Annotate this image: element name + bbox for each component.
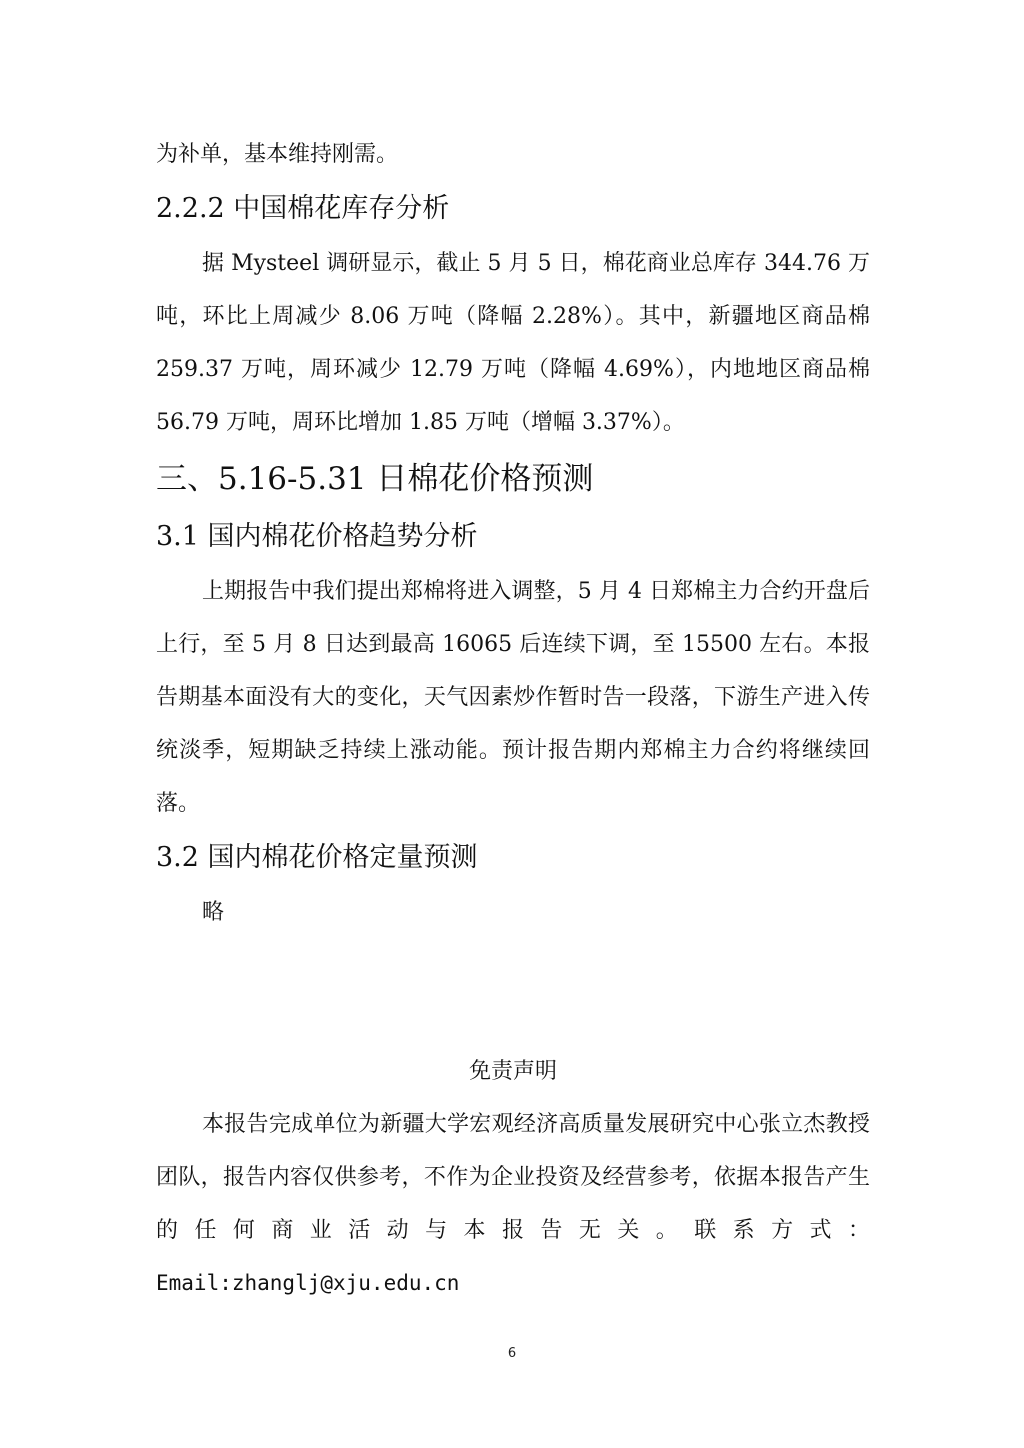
section-2-2-2-paragraph: 据 Mysteel 调研显示，截止 5 月 5 日，棉花商业总库存 344.76 万吨，环比上周减少 8.06 万吨（降幅 2.28%）。其中，新疆地区商品棉 259.37 万吨，周环减少 12.79 万吨（降幅 4.69%），内地地区商品棉 56.79 万吨，周环比增加 1.85 万吨（增幅 3.37%）。 xyxy=(156,251,870,435)
section-3-2-heading: 3.2 国内棉花价格定量预测 xyxy=(156,842,478,873)
continuation-text: 为补单，基本维持刚需。 xyxy=(156,142,399,167)
page-number: 6 xyxy=(507,1346,517,1361)
page-content xyxy=(156,128,870,1310)
section-3-2-paragraph: 略 xyxy=(202,900,225,925)
section-3-heading: 三、5.16-5.31 日棉花价格预测 xyxy=(156,461,594,497)
disclaimer-paragraph: 本报告完成单位为新疆大学宏观经济高质量发展研究中心张立杰教授团队，报告内容仅供参考，不作为企业投资及经营参考，依据本报告产生的任何商业活动与本报告无关。联系方式： xyxy=(156,1112,870,1243)
section-3-1-paragraph: 上期报告中我们提出郑棉将进入调整，5 月 4 日郑棉主力合约开盘后上行，至 5 月 8 日达到最高 16065 后连续下调，至 15500 左右。本报告期基本面没有大的变化，天气因素炒作暂时告一段落，下游生产进入传统淡季，短期缺乏持续上涨动能。预计报告期内郑棉主力合约将继续回落。 xyxy=(156,579,870,816)
disclaimer-title: 免责声明 xyxy=(468,1059,557,1084)
section-2-2-2-heading: 2.2.2 中国棉花库存分析 xyxy=(156,193,450,224)
section-3-1-heading: 3.1 国内棉花价格趋势分析 xyxy=(156,521,478,552)
disclaimer-email: Email:zhanglj@xju.edu.cn xyxy=(156,1271,460,1295)
